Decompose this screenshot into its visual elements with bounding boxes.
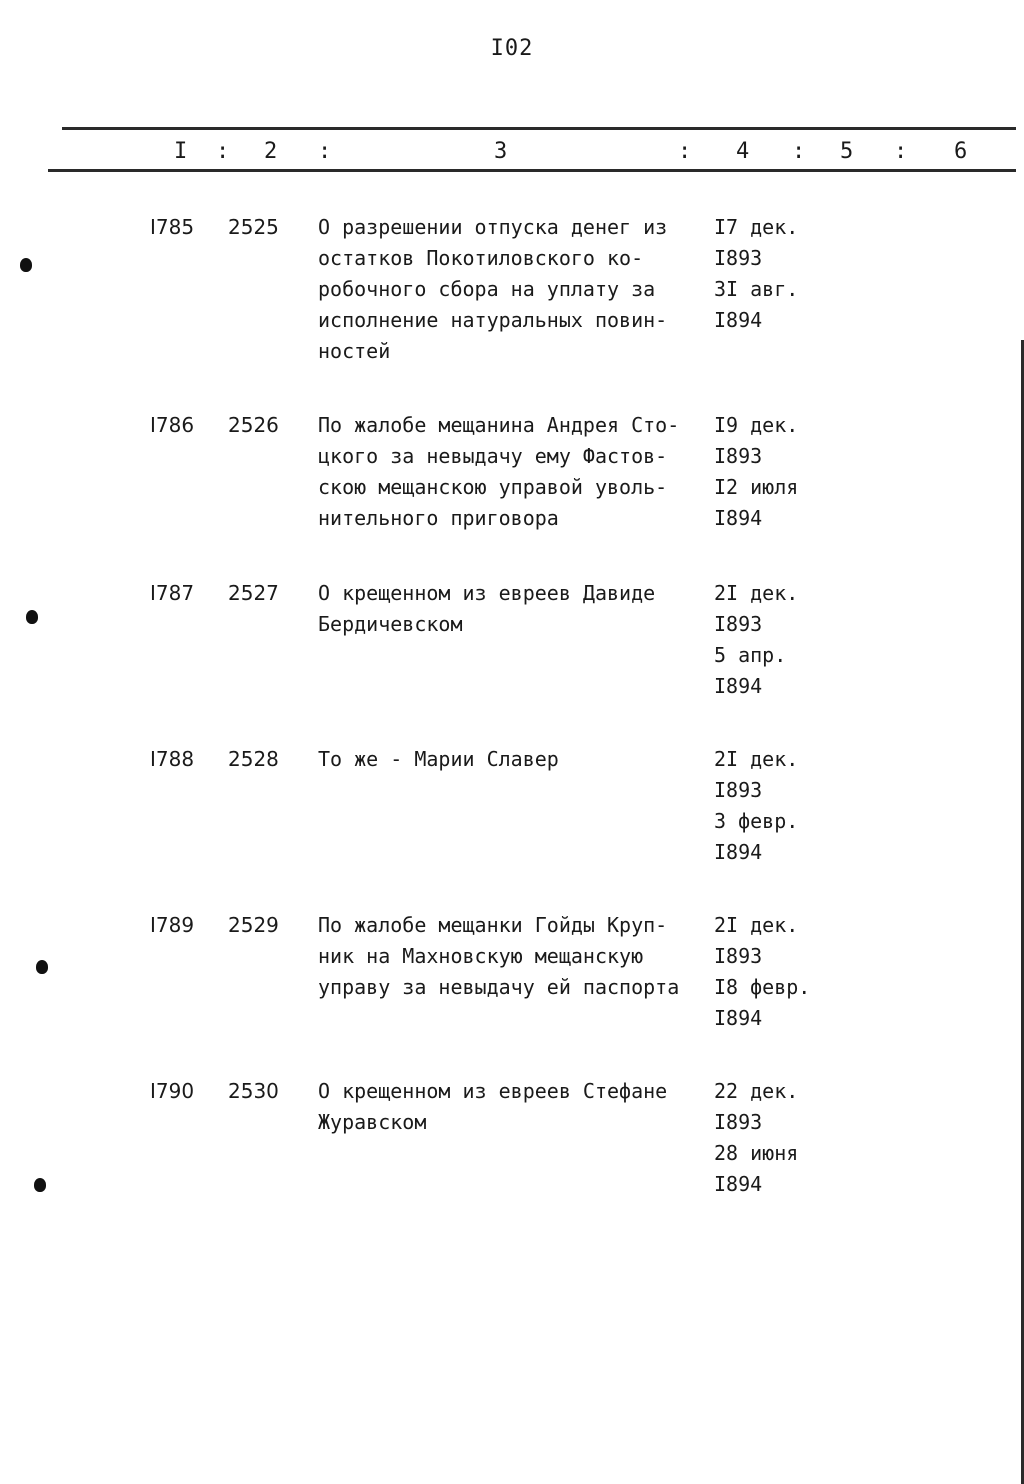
end-year: I894	[714, 1006, 763, 1030]
binding-hole-mark	[34, 1178, 46, 1192]
file-number: 2526	[228, 413, 279, 437]
column-separator: :	[792, 139, 806, 164]
description-line: О разрешении отпуска денег из	[318, 215, 668, 239]
end-year: I894	[714, 674, 763, 698]
column-header-3: 3	[494, 139, 508, 164]
file-number: 2530	[228, 1079, 279, 1103]
end-date: 28 июня	[714, 1141, 799, 1165]
start-year: I893	[714, 612, 763, 636]
binding-hole-mark	[36, 960, 48, 974]
column-separator: :	[894, 139, 908, 164]
entry-number: I790	[150, 1079, 195, 1103]
column-header-6: 6	[954, 139, 968, 164]
description-line: цкого за невыдачу ему Фастов-	[318, 444, 668, 468]
description-line: нительного приговора	[318, 506, 559, 530]
end-date: I8 февр.	[714, 975, 811, 999]
entry-number: I786	[150, 413, 195, 437]
entry-description	[318, 744, 708, 775]
end-date: 3I авг.	[714, 277, 799, 301]
binding-hole-mark	[26, 610, 38, 624]
entry-number: I785	[150, 215, 195, 239]
description-line: О крещенном из евреев Стефане	[318, 1079, 668, 1103]
start-year: I893	[714, 778, 763, 802]
end-date: I2 июля	[714, 475, 799, 499]
column-header-2: 2	[264, 139, 278, 164]
end-date: 3 февр.	[714, 809, 799, 833]
file-number: 2528	[228, 747, 279, 771]
header-bottom-rule	[48, 169, 1016, 172]
description-line: ник на Махновскую мещанскую	[318, 944, 644, 968]
start-year: I893	[714, 1110, 763, 1134]
start-date: I7 дек.	[714, 215, 799, 239]
column-separator: :	[678, 139, 692, 164]
column-header-4: 4	[736, 139, 750, 164]
entry-dates	[714, 212, 834, 336]
description-line: ностей	[318, 339, 391, 363]
start-date: 2I дек.	[714, 913, 799, 937]
start-date: I9 дек.	[714, 413, 799, 437]
entry-description	[318, 578, 708, 640]
description-line: Бердичевском	[318, 612, 463, 636]
column-header-1: I	[174, 139, 188, 164]
description-line: исполнение натуральных повин-	[318, 308, 668, 332]
entry-description	[318, 1076, 708, 1138]
entry-dates	[714, 1076, 834, 1200]
file-number: 2527	[228, 581, 279, 605]
entry-dates	[714, 910, 834, 1034]
column-header-5: 5	[840, 139, 854, 164]
file-number: 2525	[228, 215, 279, 239]
start-date: 2I дек.	[714, 747, 799, 771]
end-date: 5 апр.	[714, 643, 787, 667]
entry-dates	[714, 744, 834, 868]
header-top-rule	[62, 127, 1016, 130]
column-separator: :	[318, 139, 332, 164]
description-line: По жалобе мещанки Гойды Круп-	[318, 913, 668, 937]
column-separator: :	[216, 139, 230, 164]
start-year: I893	[714, 246, 763, 270]
start-date: 22 дек.	[714, 1079, 799, 1103]
binding-hole-mark	[20, 258, 32, 272]
entry-description	[318, 212, 708, 367]
description-line: остатков Покотиловского ко-	[318, 246, 644, 270]
start-date: 2I дек.	[714, 581, 799, 605]
end-year: I894	[714, 840, 763, 864]
end-year: I894	[714, 506, 763, 530]
file-number: 2529	[228, 913, 279, 937]
description-line: управу за невыдачу ей паспорта	[318, 975, 680, 999]
entry-number: I787	[150, 581, 195, 605]
description-line: По жалобе мещанина Андрея Сто-	[318, 413, 680, 437]
description-line: Журавском	[318, 1110, 427, 1134]
start-year: I893	[714, 444, 763, 468]
entry-number: I788	[150, 747, 195, 771]
description-line: скою мещанскою управой уволь-	[318, 475, 668, 499]
end-year: I894	[714, 1172, 763, 1196]
entry-dates	[714, 410, 834, 534]
entry-number: I789	[150, 913, 195, 937]
entry-description	[318, 410, 708, 534]
description-line: О крещенном из евреев Давиде	[318, 581, 656, 605]
description-line: робочного сбора на уплату за	[318, 277, 656, 301]
description-line: То же - Марии Славер	[318, 747, 559, 771]
end-year: I894	[714, 308, 763, 332]
entry-description	[318, 910, 708, 1003]
entry-dates	[714, 578, 834, 702]
start-year: I893	[714, 944, 763, 968]
page-number: I02	[490, 36, 534, 61]
